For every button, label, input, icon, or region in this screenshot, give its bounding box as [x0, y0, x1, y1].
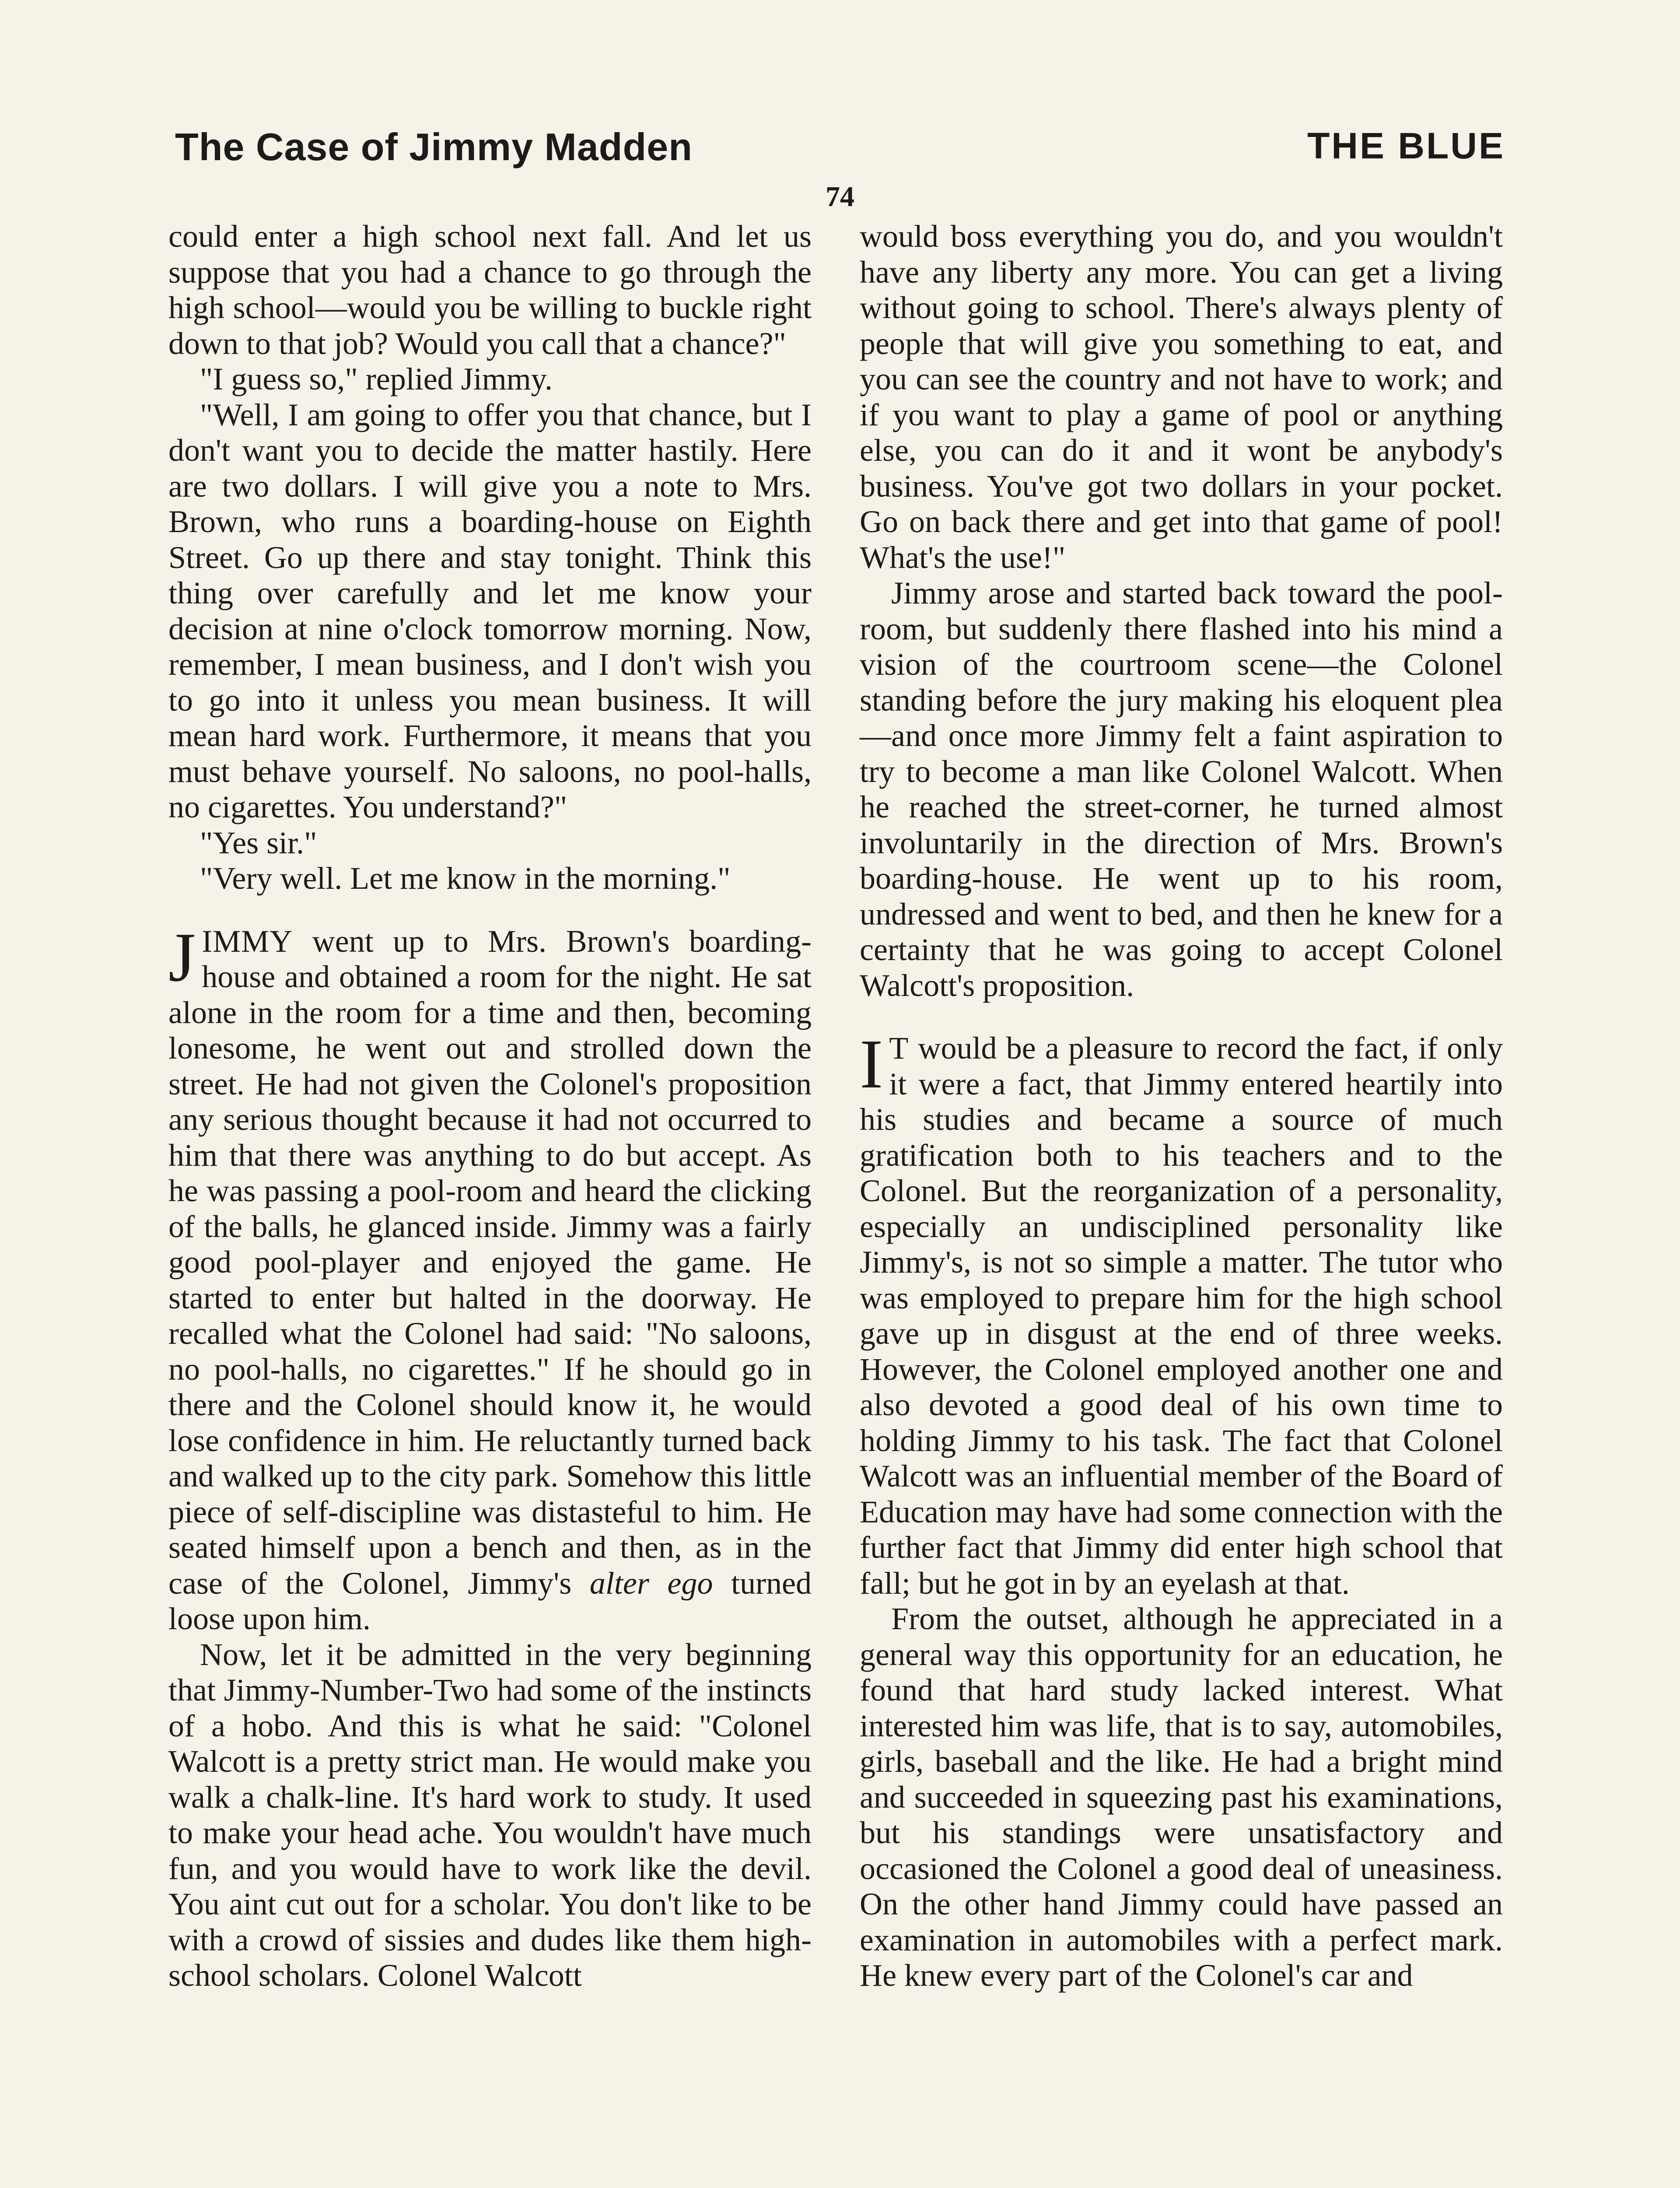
section-paragraph [860, 1025, 1503, 1601]
drop-cap: J [168, 918, 196, 996]
section-text-end: turned loose upon him. [168, 1565, 812, 1636]
small-caps-lead: T [889, 1031, 909, 1066]
running-header [175, 125, 1505, 177]
section-paragraph [168, 918, 812, 1637]
paragraph: Now, let it be admitted in the very beginning that Jimmy-Number-Two had some of the instincts of a hobo. And this is what he said: "Colonel Walcott is a pretty strict man. He would make you walk a chalk-line. It's hard work to study. It used to make your head ache. You wouldn't have much fun, and you would have to work like the devil. You aint cut out for a scholar. You don't like to be with a crowd of sissies and dudes like them high-school scholars. Colonel Walcott [168, 1637, 812, 1993]
story-title: The Case of Jimmy Madden [175, 125, 693, 168]
small-caps-lead: IMMY [202, 923, 293, 959]
italic-phrase: alter ego [589, 1565, 713, 1601]
paragraph: From the outset, although he appreciated in a general way this opportunity for an education, he found that hard study lacked interest. What interested him was life, that is to say, automobiles, girls, baseball and the like. He had a bright mind and succeeded in squeezing past his examinations, but his standings were unsatisfactory and occasioned the Colonel a good deal of uneasiness. On the other hand Jimmy could have passed an examination in automobiles with a perfect mark. He knew every part of the Colonel's car and [860, 1601, 1503, 1993]
section-text: would be a pleasure to record the fact, if only it were a fact, that Jimmy entered heartily into his studies and became a source of much gratification both to his teachers and to the Colonel. But the reorganization of a personality, especially an undisciplined personality like Jimmy's, is not so simple a matter. The tutor who was employed to prepare him for the high school gave up in disgust at the end of three weeks. However, the Colonel employed another one and also devoted a good deal of his own time to holding Jimmy to his task. The fact that Colonel Walcott was an influential member of the Board of Education may have had some connection with the further fact that Jimmy did enter high school that fall; but he got in by an eyelash at that. [860, 1031, 1503, 1601]
page-number: 74 [826, 181, 854, 213]
paragraph: "Very well. Let me know in the morning." [200, 861, 731, 896]
paragraph: "Yes sir." [200, 825, 317, 860]
paragraph: Jimmy arose and started back toward the pool-room, but suddenly there flashed into his mind a vision of the courtroom scene—the Colonel standing before the jury making his eloquent plea—and once more Jimmy felt a faint aspiration to try to become a man like Colonel Walcott. When he reached the street-corner, he turned almost involuntarily in the direction of Mrs. Brown's boarding-house. He went up to his room, undressed and went to bed, and then he knew for a certainty that he was going to accept Colonel Walcott's proposition. [860, 575, 1503, 1003]
left-text-column [168, 219, 812, 1994]
paragraph: "I guess so," replied Jimmy. [200, 361, 553, 396]
drop-cap: I [860, 1025, 883, 1103]
publication-title: THE BLUE [1307, 125, 1505, 166]
paragraph: "Well, I am going to offer you that chance, but I don't want you to decide the matter hastily. Here are two dollars. I will give you a note to Mrs. Brown, who runs a boarding-house on Eighth Street. Go up there and stay tonight. Think this thing over carefully and let me know your decision at nine o'clock tomorrow morning. Now, remember, I mean business, and I don't wish you to go into it unless you mean business. It will mean hard work. Furthermore, it means that you must behave yourself. No saloons, no pool-halls, no cigarettes. You understand?" [168, 397, 812, 824]
section-text: went up to Mrs. Brown's boarding-house and obtained a room for the night. He sat alone in the room for a time and then, becoming lonesome, he went out and strolled down the street. He had not given the Colonel's proposition any serious thought because it had not occurred to him that there was anything to do but accept. As he was passing a pool-room and heard the clicking of the balls, he glanced inside. Jimmy was a fairly good pool-player and enjoyed the game. He started to enter but halted in the doorway. He recalled what the Colonel had said: "No saloons, no pool-halls, no cigarettes." If he should go in there and the Colonel should know it, he would lose confidence in him. He reluctantly turned back and walked up to the city park. Somehow this little piece of self-discipline was distasteful to him. He seated himself upon a bench and then, as in the case of the Colonel, Jimmy's [168, 923, 812, 1601]
paragraph: could enter a high school next fall. And let us suppose that you had a chance to go through the high school—would you be willing to buckle right down to that job? Would you call that a chance?" [168, 219, 812, 361]
paragraph: would boss everything you do, and you wouldn't have any liberty any more. You can get a living without going to school. There's always plenty of people that will give you something to eat, and you can see the country and not have to work; and if you want to play a game of pool or anything else, you can do it and it wont be anybody's business. You've got two dollars in your pocket. Go on back there and get into that game of pool! What's the use!" [860, 219, 1503, 575]
right-text-column [860, 219, 1503, 1994]
